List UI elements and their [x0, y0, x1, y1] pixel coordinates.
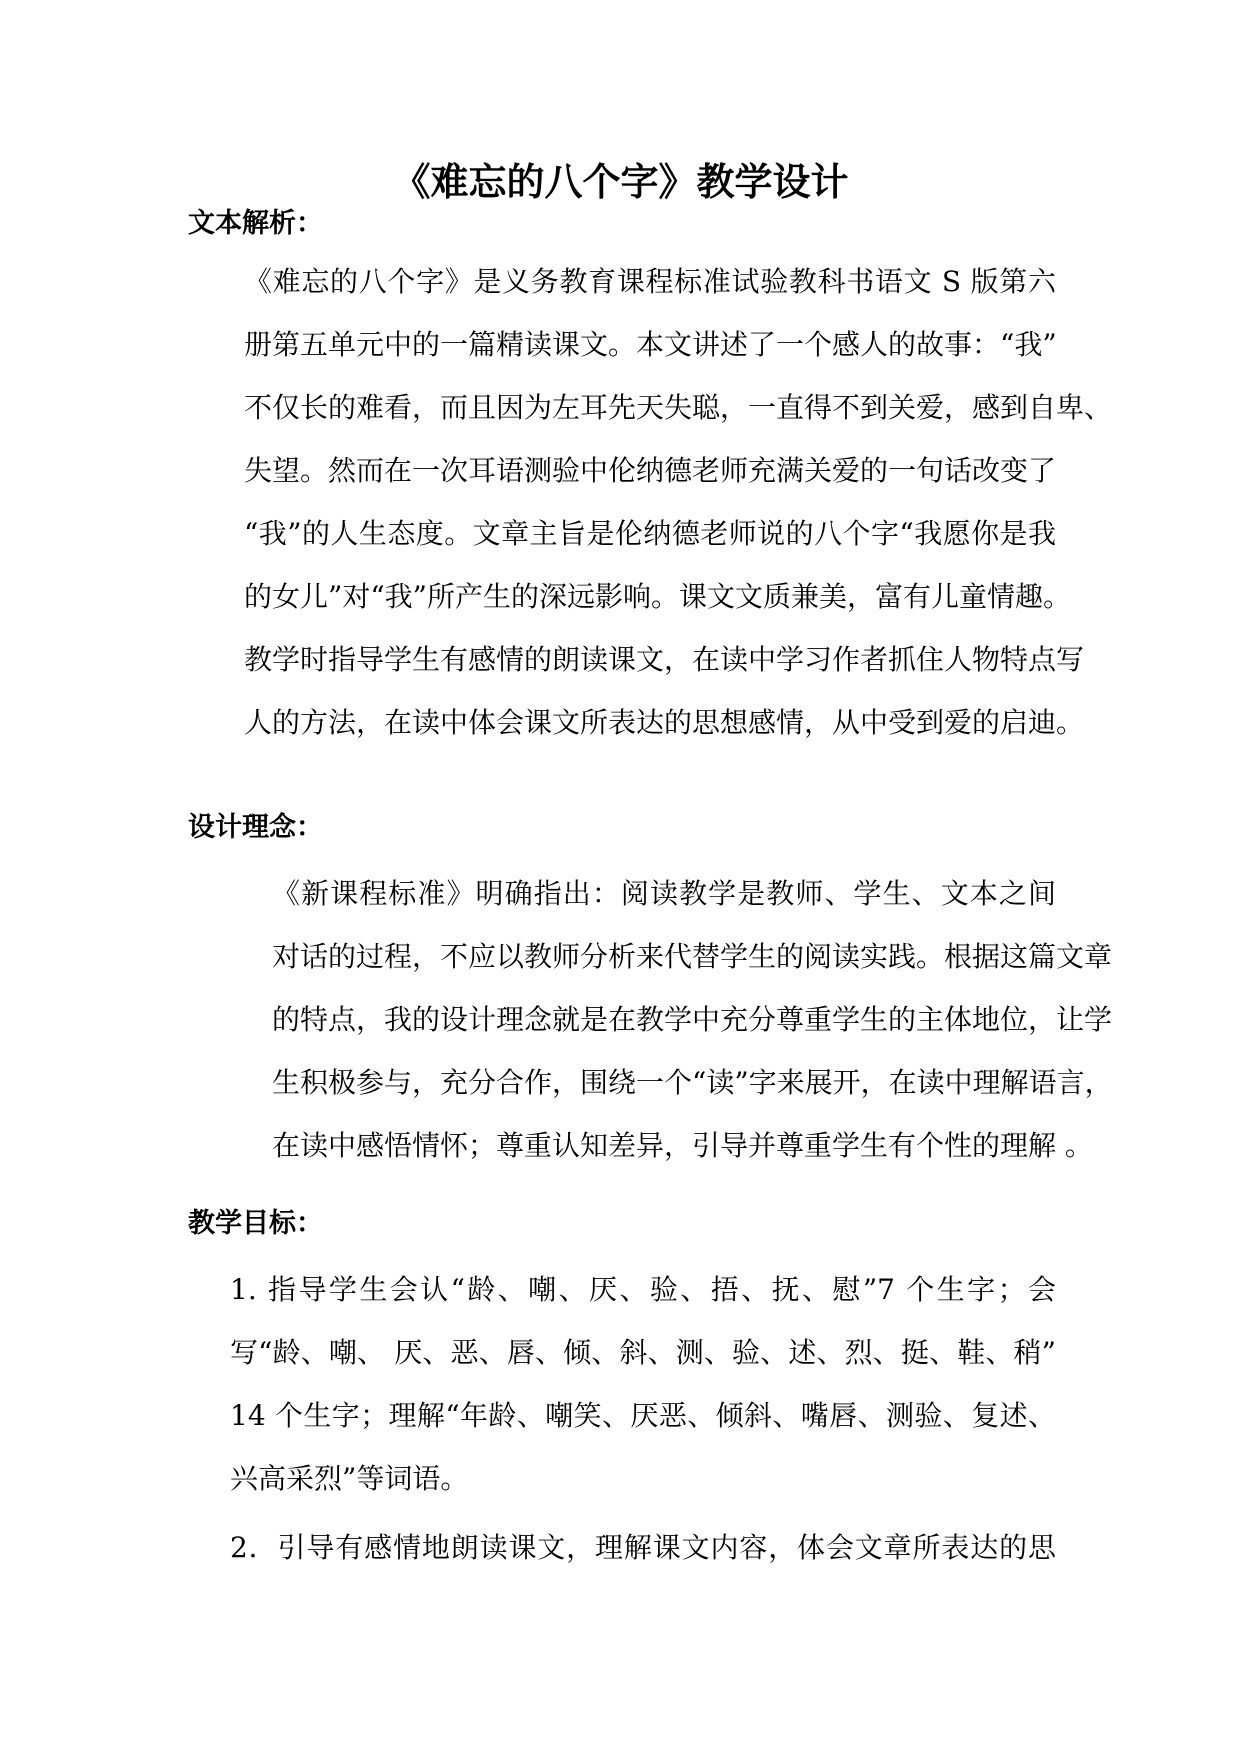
- text-line: 写“龄、嘲、 厌、恶、唇、倾、斜、测、验、述、烈、挺、鞋、稍”: [230, 1336, 1056, 1369]
- paragraph-text-analysis: [188, 250, 1113, 754]
- goal-item-2: [188, 1516, 1056, 1579]
- text-line: 不仅长的难看，而且因为左耳先天失聪，一直得不到关爱，感到自卑、: [244, 391, 1113, 424]
- text-line: 册第五单元中的一篇精读课文。本文讲述了一个感人的故事：“我”: [244, 328, 1057, 361]
- text-line: 人的方法，在读中体会课文所表达的思想感情，从中受到爱的启迪。: [244, 706, 1085, 739]
- text-line: 生积极参与，充分合作，围绕一个“读”字来展开，在读中理解语言，: [272, 1066, 1113, 1099]
- section-heading-text-analysis: 文本解析：: [188, 208, 323, 239]
- paragraph-design-concept: [188, 862, 1113, 1177]
- text-line: 失望。然而在一次耳语测验中伦纳德老师充满关爱的一句话改变了: [244, 454, 1057, 487]
- text-line: 2．引导有感情地朗读课文，理解课文内容，体会文章所表达的思: [230, 1531, 1056, 1564]
- section-heading-design-concept: 设计理念：: [188, 812, 323, 843]
- section-heading-teaching-goals: 教学目标：: [188, 1208, 323, 1239]
- text-line: 对话的过程，不应以教师分析来代替学生的阅读实践。根据这篇文章: [272, 940, 1113, 973]
- text-line: 教学时指导学生有感情的朗读课文，在读中学习作者抓住人物特点写: [244, 643, 1085, 676]
- text-line: 《新课程标准》明确指出：阅读教学是教师、学生、文本之间: [272, 877, 1056, 910]
- text-line: 《难忘的八个字》是义务教育课程标准试验教科书语文 S 版第六: [244, 265, 1056, 298]
- text-line: 在读中感悟情怀；尊重认知差异，引导并尊重学生有个性的理解 。: [272, 1129, 1093, 1162]
- page-title: 《难忘的八个字》教学设计: [392, 160, 849, 204]
- goal-item-1: [188, 1258, 1056, 1510]
- text-line: “我”的人生态度。文章主旨是伦纳德老师说的八个字“我愿你是我: [244, 517, 1056, 550]
- text-line: 兴高采烈”等词语。: [230, 1462, 469, 1495]
- text-line: 的女儿”对“我”所产生的深远影响。课文文质兼美，富有儿童情趣。: [244, 580, 1071, 613]
- text-line: 14 个生字；理解“年龄、嘲笑、厌恶、倾斜、嘴唇、测验、复述、: [230, 1399, 1056, 1432]
- text-line: 的特点，我的设计理念就是在教学中充分尊重学生的主体地位，让学: [272, 1003, 1113, 1036]
- text-line: 1. 指导学生会认“龄、嘲、厌、验、捂、抚、慰”7 个生字；会: [230, 1273, 1056, 1306]
